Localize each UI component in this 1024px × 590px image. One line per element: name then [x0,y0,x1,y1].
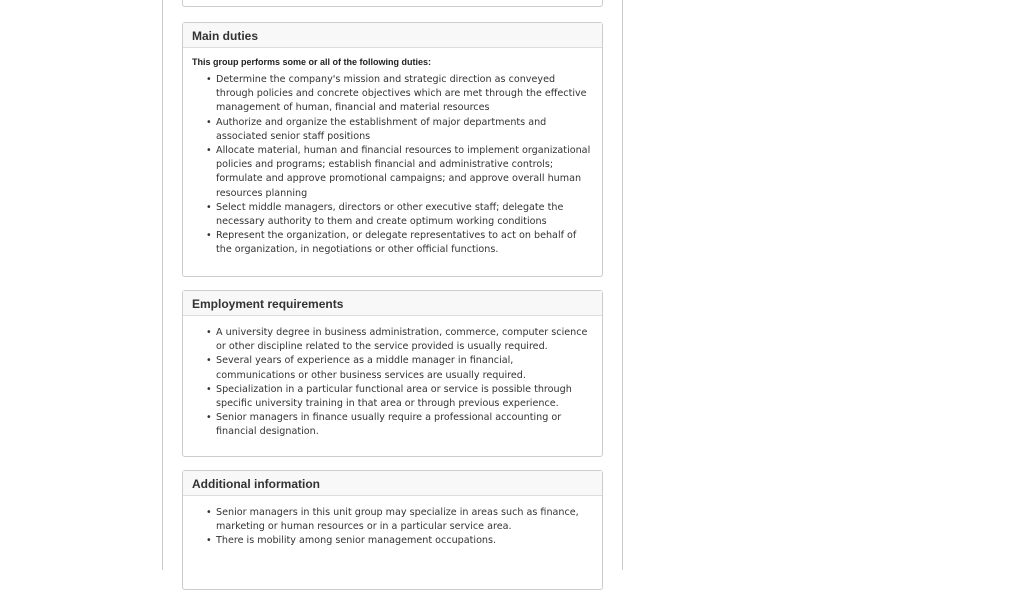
list-item-text: Represent the organization, or delegate representatives to act on behalf of the organization, in negotiations or other official functions. [216,230,577,256]
employment-requirements-list [192,326,593,440]
list-item [206,144,593,201]
additional-information-heading: Additional information [183,471,602,496]
list-item-text: Determine the company's mission and strategic direction as conveyed through policies and concrete objectives which are met through the effective management of human, financial and material resources [216,74,587,114]
bullet-icon: • [206,383,212,395]
list-item [206,354,593,382]
list-item-text: Senior managers in finance usually require a professional accounting or financial designation. [216,412,562,438]
list-item [206,411,593,439]
main-duties-list [192,73,593,258]
bullet-icon: • [206,116,212,128]
bullet-icon: • [206,412,212,424]
list-item [206,383,593,411]
list-item [206,326,593,354]
additional-information-panel [182,470,603,590]
main-duties-heading: Main duties [183,23,602,48]
list-item [206,506,593,534]
content-column [162,0,623,570]
previous-section-panel [182,0,603,7]
list-item-text: Allocate material, human and financial resources to implement organizational policies and programs; establish financial and administrative controls; formulate and approve promotional campaigns; and approve overall human resources planning [216,145,591,199]
additional-information-list [192,506,593,549]
employment-requirements-panel [182,290,603,457]
list-item-text: Select middle managers, directors or other executive staff; delegate the necessary authority to them and create optimum working conditions [216,201,564,228]
list-item-text: Specialization in a particular functional area or service is possible through specific university training in that area or through previous experience. [216,383,572,410]
list-item [206,116,593,144]
main-duties-body [183,48,602,266]
list-item-text: A university degree in business administration, commerce, computer science or other discipline related to the service provided is usually required. [216,327,588,353]
main-duties-panel [182,22,603,277]
list-item-text: Several years of experience as a middle manager in financial, communications or other business services are usually required. [216,355,526,381]
list-item-text: There is mobility among senior management occupations. [216,535,497,547]
list-item [206,229,593,257]
list-item [206,534,593,548]
list-item [206,201,593,229]
bullet-icon: • [206,230,212,242]
employment-requirements-body [183,316,602,448]
list-item-text: Authorize and organize the establishment of major departments and associated senior staff positions [216,116,547,142]
bullet-icon: • [206,355,212,367]
list-item [206,73,593,116]
bullet-icon: • [206,507,212,518]
main-duties-intro: This group performs some or all of the following duties: [192,57,432,67]
bullet-icon: • [206,201,212,213]
bullet-icon: • [206,327,212,338]
bullet-icon: • [206,145,212,157]
employment-requirements-heading: Employment requirements [183,291,602,316]
bullet-icon: • [206,535,212,547]
bullet-icon: • [206,74,212,85]
list-item-text: Senior managers in this unit group may specialize in areas such as finance, marketing or human resources or in a particular service area. [216,507,579,533]
